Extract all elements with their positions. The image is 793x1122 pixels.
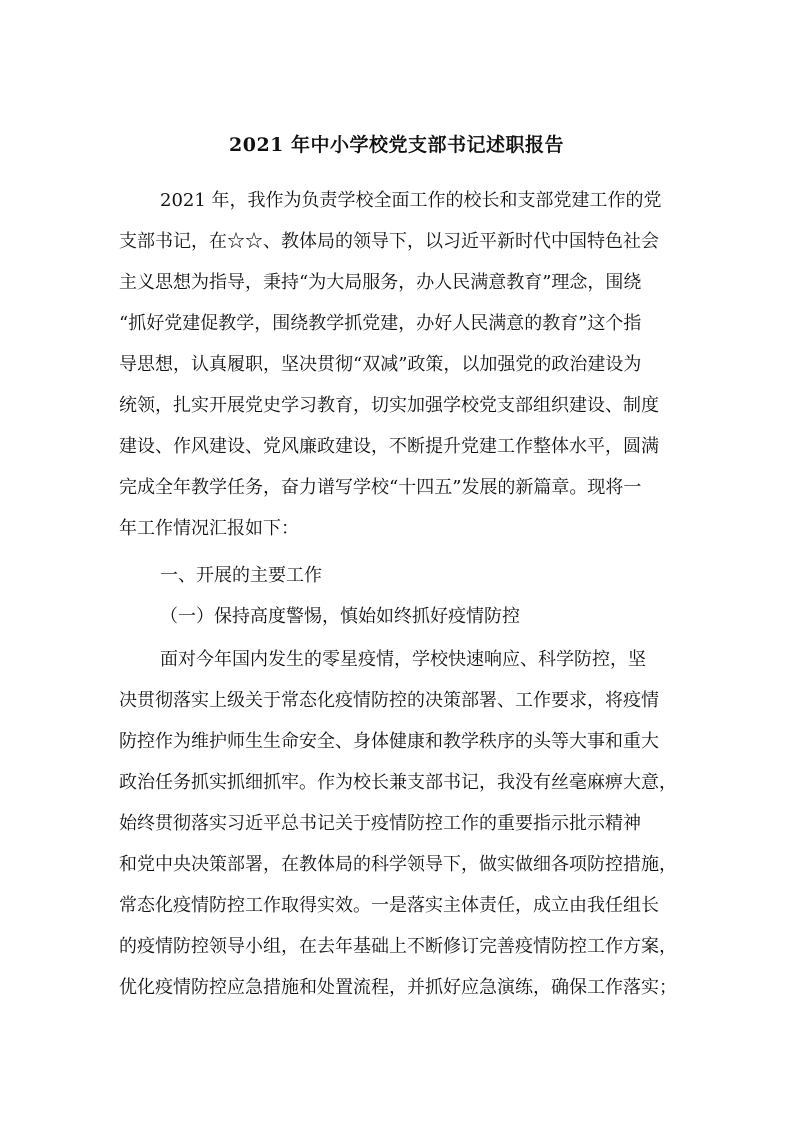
document-title: 2021 年中小学校党支部书记述职报告 — [229, 134, 564, 156]
paragraph-line: 年工作情况汇报如下： — [119, 518, 299, 539]
paragraph-line: 2021 年，我作为负责学校全面工作的校长和支部党建工作的党 — [160, 190, 662, 211]
paragraph-line: 统领，扎实开展党史学习教育，切实加强学校党支部组织建设、制度 — [119, 395, 659, 416]
paragraph-line: 和党中央决策部署，在教体局的科学领导下，做实做细各项防控措施， — [119, 854, 677, 875]
paragraph-line: 支部书记，在☆☆、教体局的领导下，以习近平新时代中国特色社会 — [119, 231, 659, 252]
paragraph-line: 政治任务抓实抓细抓牢。作为校长兼支部书记，我没有丝毫麻痹大意， — [119, 772, 677, 793]
paragraph-line: 主义思想为指导，秉持“为大局服务，办人民满意教育”理念，围绕 — [119, 272, 642, 293]
paragraph-line: 导思想，认真履职，坚决贯彻“双减”政策，以加强党的政治建设为 — [119, 354, 642, 375]
paragraph-line: 优化疫情防控应急措施和处置流程，并抓好应急演练，确保工作落实； — [119, 977, 677, 998]
paragraph-line: 的疫情防控领导小组，在去年基础上不断修订完善疫情防控工作方案， — [119, 936, 677, 957]
paragraph-line: 面对今年国内发生的零星疫情，学校快速响应、科学防控，坚 — [160, 649, 646, 670]
paragraph-line: 完成全年教学任务，奋力谱写学校“十四五”发展的新篇章。现将一 — [119, 477, 642, 498]
paragraph-line: 防控作为维护师生生命安全、身体健康和教学秩序的头等大事和重大 — [119, 731, 659, 752]
paragraph-line: 决贯彻落实上级关于常态化疫情防控的决策部署、工作要求，将疫情 — [119, 690, 659, 711]
paragraph-line: “抓好党建促教学，围绕教学抓党建，办好人民满意的教育”这个指 — [119, 313, 642, 334]
subsection-heading: （一）保持高度警惕，慎始如终抓好疫情防控 — [160, 606, 520, 627]
paragraph-line: 常态化疫情防控工作取得实效。一是落实主体责任，成立由我任组长 — [119, 895, 659, 916]
paragraph-line: 建设、作风建设、党风廉政建设，不断提升党建工作整体水平，圆满 — [119, 436, 659, 457]
paragraph-line: 始终贯彻落实习近平总书记关于疫情防控工作的重要指示批示精神 — [119, 813, 641, 834]
section-heading: 一、开展的主要工作 — [160, 565, 322, 586]
